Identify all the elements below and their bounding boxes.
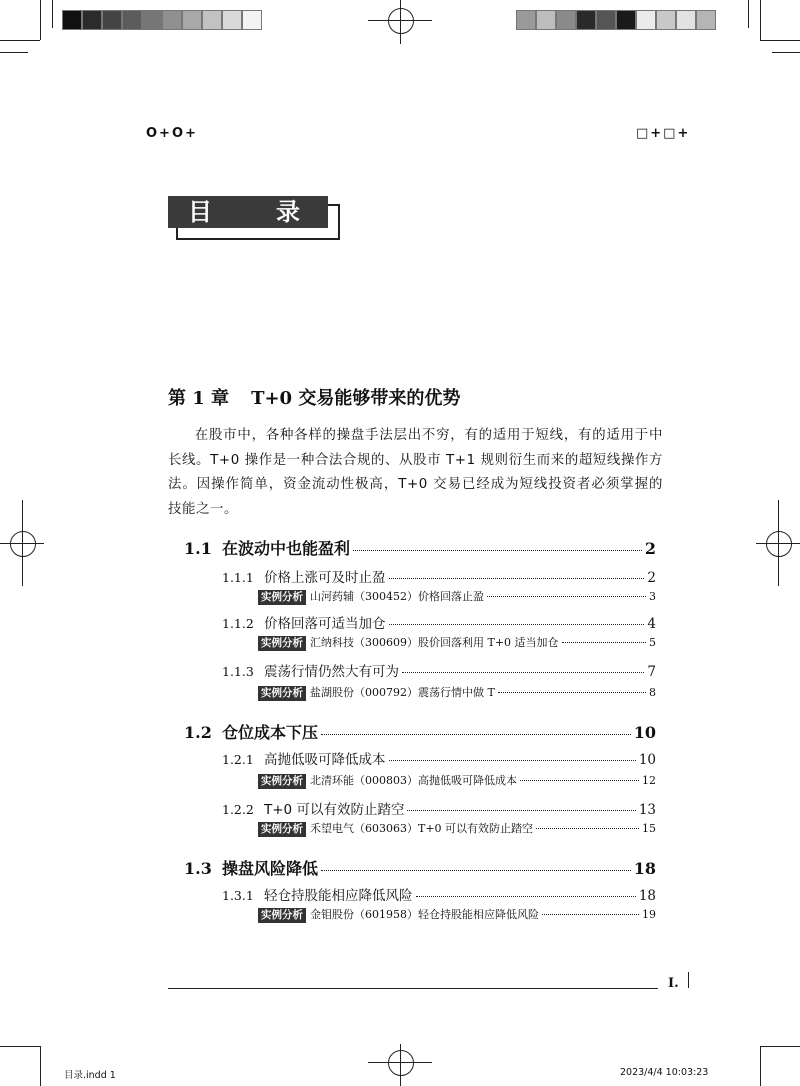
section-title: 在波动中也能盈利: [222, 539, 351, 558]
case-title: 汇纳科技（300609）股价回落利用 T+0 适当加仓: [310, 636, 559, 649]
page-number: 5: [649, 636, 656, 649]
case-tag: 实例分析: [258, 590, 306, 605]
subsection-title: 震荡行情仍然大有可为: [264, 664, 399, 680]
page-number: 13: [638, 802, 656, 818]
toc-section-1-1[interactable]: [184, 536, 656, 559]
toc-subsection-1-1-3[interactable]: [222, 660, 656, 680]
section-number: 1.1: [184, 539, 212, 558]
color-bar-right: [516, 10, 716, 30]
leader-dots: [416, 896, 636, 897]
page-number: 8: [649, 686, 656, 699]
page-folio: I.: [668, 976, 679, 991]
leader-dots: [542, 914, 639, 915]
toc-case-1-1-2[interactable]: [258, 634, 656, 651]
case-tag: 实例分析: [258, 636, 306, 651]
leader-dots: [389, 760, 636, 761]
page-number: 18: [633, 859, 656, 878]
leader-dots: [520, 780, 639, 781]
leader-dots: [536, 828, 639, 829]
toc-section-1-3[interactable]: [184, 856, 656, 879]
case-title: 山河药辅（300452）价格回落止盈: [310, 590, 484, 603]
page-number: 4: [647, 616, 656, 632]
ornament-right: □+□+: [636, 126, 691, 141]
page-number: 7: [647, 664, 656, 680]
leader-dots: [562, 642, 646, 643]
page-number: 3: [649, 590, 656, 603]
color-swatch: [676, 10, 696, 30]
color-swatch: [102, 10, 122, 30]
case-tag: 实例分析: [258, 822, 306, 837]
color-swatch: [696, 10, 716, 30]
subsection-title: 价格回落可适当加仓: [264, 616, 386, 632]
color-swatch: [616, 10, 636, 30]
toc-subsection-1-2-1[interactable]: [222, 748, 656, 768]
color-swatch: [242, 10, 262, 30]
leader-dots: [389, 578, 645, 579]
subsection-title: 轻仓持股能相应降低风险: [264, 888, 413, 904]
subsection-number: 1.1.2: [222, 616, 254, 631]
subsection-number: 1.3.1: [222, 888, 254, 903]
section-number: 1.3: [184, 859, 212, 878]
toc-case-1-3-1[interactable]: [258, 906, 656, 923]
leader-dots: [353, 550, 642, 551]
page-number: 12: [642, 774, 656, 787]
leader-dots: [407, 810, 635, 811]
title-char-2: 录: [276, 198, 300, 226]
chapter-number: 第 1 章: [168, 388, 230, 409]
contents-title: [168, 196, 328, 228]
subsection-title: 高抛低吸可降低成本: [264, 752, 386, 768]
toc-case-1-2-1[interactable]: [258, 772, 656, 789]
toc-subsection-1-1-1[interactable]: [222, 566, 656, 586]
leader-dots: [487, 596, 646, 597]
color-swatch: [576, 10, 596, 30]
slug-filename: 目录.indd 1: [64, 1070, 116, 1081]
color-swatch: [222, 10, 242, 30]
footer-rule: [168, 988, 658, 989]
page-number: 15: [642, 822, 656, 835]
subsection-title: 价格上涨可及时止盈: [264, 570, 386, 586]
page-number: 2: [644, 539, 656, 558]
chapter-title: T+0 交易能够带来的优势: [251, 388, 461, 409]
case-tag: 实例分析: [258, 774, 306, 789]
color-swatch: [162, 10, 182, 30]
toc-subsection-1-3-1[interactable]: [222, 884, 656, 904]
slug-timestamp: 2023/4/4 10:03:23: [620, 1067, 709, 1078]
leader-dots: [389, 624, 645, 625]
chapter-intro: [168, 424, 663, 522]
leader-dots: [321, 734, 631, 735]
color-swatch: [636, 10, 656, 30]
color-swatch: [82, 10, 102, 30]
color-swatch: [142, 10, 162, 30]
ornament-left: O+O+: [146, 126, 198, 141]
case-title: 金钼股份（601958）轻仓持股能相应降低风险: [310, 908, 539, 921]
color-swatch: [596, 10, 616, 30]
title-char-1: 目: [188, 198, 212, 226]
case-title: 盐湖股份（000792）震荡行情中做 T: [310, 686, 495, 699]
case-tag: 实例分析: [258, 908, 306, 923]
page-number: 10: [638, 752, 656, 768]
toc-case-1-2-2[interactable]: [258, 820, 656, 837]
section-number: 1.2: [184, 723, 212, 742]
color-swatch: [516, 10, 536, 30]
subsection-number: 1.2.1: [222, 752, 254, 767]
footer-tick: [688, 972, 689, 988]
toc-section-1-2[interactable]: [184, 720, 656, 743]
color-swatch: [556, 10, 576, 30]
page-number: 19: [642, 908, 656, 921]
color-bar-left: [62, 10, 262, 30]
toc-subsection-1-2-2[interactable]: [222, 798, 656, 818]
toc-case-1-1-1[interactable]: [258, 588, 656, 605]
subsection-number: 1.1.1: [222, 570, 254, 585]
case-tag: 实例分析: [258, 686, 306, 701]
leader-dots: [402, 672, 644, 673]
color-swatch: [202, 10, 222, 30]
page-number: 18: [638, 888, 656, 904]
subsection-number: 1.1.3: [222, 664, 254, 679]
section-title: 仓位成本下压: [222, 723, 319, 742]
case-title: 禾望电气（603063）T+0 可以有效防止踏空: [310, 822, 534, 835]
subsection-title: T+0 可以有效防止踏空: [264, 802, 405, 818]
subsection-number: 1.2.2: [222, 802, 254, 817]
leader-dots: [321, 870, 631, 871]
color-swatch: [182, 10, 202, 30]
toc-case-1-1-3[interactable]: [258, 684, 656, 701]
page-number: 2: [647, 570, 656, 586]
page-number: 10: [633, 723, 656, 742]
case-title: 北清环能（000803）高抛低吸可降低成本: [310, 774, 517, 787]
toc-subsection-1-1-2[interactable]: [222, 612, 656, 632]
intro-paragraph: 在股市中，各种各样的操盘手法层出不穷，有的适用于短线，有的适用于中长线。T+0 操作是一种合法合规的、从股市 T+1 规则衍生而来的超短线操作方法。因操作简单，资金流动性极高，T+0 交易已经成为短线投资者必须掌握的技能之一。: [168, 428, 663, 517]
color-swatch: [62, 10, 82, 30]
color-swatch: [656, 10, 676, 30]
color-swatch: [536, 10, 556, 30]
leader-dots: [498, 692, 646, 693]
color-swatch: [122, 10, 142, 30]
chapter-heading: [168, 384, 460, 410]
section-title: 操盘风险降低: [222, 859, 319, 878]
